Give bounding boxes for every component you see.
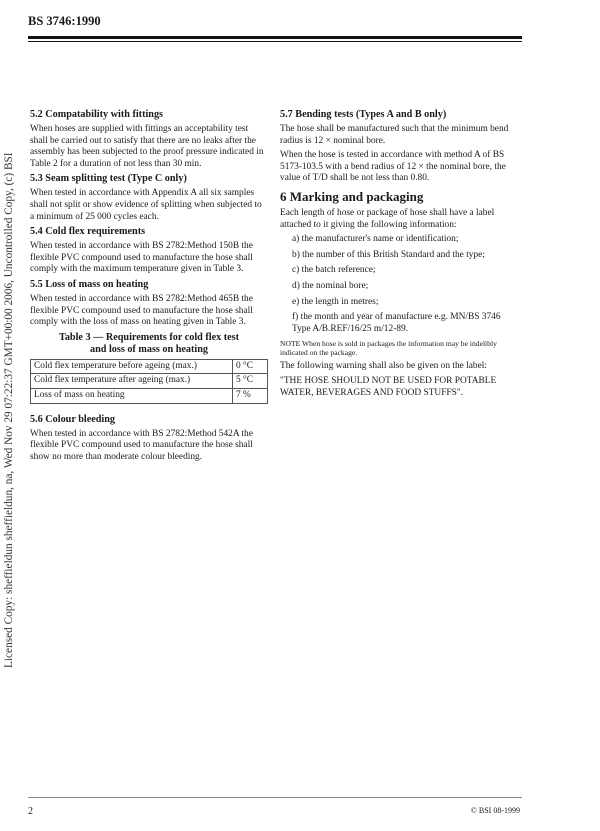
list-item: b) the number of this British Standard and the type; xyxy=(292,249,485,260)
warning-intro: The following warning shall also be given on the label: xyxy=(280,361,487,372)
table-row xyxy=(31,374,268,389)
section-5-7-heading: 5.7 Bending tests (Types A and B only) xyxy=(280,109,447,120)
section-5-3-heading: 5.3 Seam splitting test (Type C only) xyxy=(30,173,187,185)
table-cell-label: Cold flex temperature before ageing (max.) xyxy=(31,359,233,374)
table-cell-value: 5 °C xyxy=(233,374,268,389)
table-cell-value: 7 % xyxy=(233,388,268,403)
table-cell-label: Cold flex temperature after ageing (max.) xyxy=(31,374,233,389)
table-row xyxy=(31,388,268,403)
section-5-7-text-1: The hose shall be manufactured such that the minimum bend radius is 12 × nominal bore. xyxy=(280,124,509,146)
section-5-6-heading: 5.6 Colour bleeding xyxy=(30,413,116,425)
table-cell-label: Loss of mass on heating xyxy=(31,388,233,403)
table-cell-value: 0 °C xyxy=(233,359,268,374)
section-5-2-text: When hoses are supplied with fittings an acceptability test shall be carried out to satisfy that there are no leaks after the assembly has been subjected to the proof pressure indicated in Table 2 for a duration of not less than 30 min. xyxy=(30,124,264,169)
table-3-caption xyxy=(30,332,268,356)
footer-rule xyxy=(28,797,522,798)
list-item: e) the length in metres; xyxy=(292,296,379,307)
section-5-3-text: When tested in accordance with Appendix A all six samples shall not split or show evidence of splitting when subjected to a minimum of 25 000 cycles each. xyxy=(30,188,262,222)
list-item: d) the nominal bore; xyxy=(292,280,369,291)
document-header-title: BS 3746:1990 xyxy=(28,14,101,28)
header-rule-thick xyxy=(28,36,522,39)
warning-text: "THE HOSE SHOULD NOT BE USED FOR POTABLE WATER, BEVERAGES AND FOOD STUFFS". xyxy=(280,375,497,398)
list-item: a) the manufacturer's name or identification; xyxy=(292,234,459,245)
section-5-4-text: When tested in accordance with BS 2782:Method 150B the flexible PVC compound used to manufacture the hose shall comply with the maximum temperature given in Table 3. xyxy=(30,241,253,275)
left-column xyxy=(30,109,268,466)
section-6-intro: Each length of hose or package of hose shall have a label attached to it giving the following information: xyxy=(280,207,495,230)
packaging-note: NOTE When hose is sold in packages the information may be indelibly indicated on the package. xyxy=(280,339,497,358)
license-watermark-text: Licensed Copy: sheffieldun sheffieldun, na, Wed Nov 29 07:22:37 GMT+00:00 2006, Uncontrolled Copy, (c) BSI xyxy=(3,152,15,668)
list-item: c) the batch reference; xyxy=(292,265,376,276)
header-rule-thin xyxy=(28,41,522,42)
section-5-5-heading: 5.5 Loss of mass on heating xyxy=(30,278,149,290)
right-column xyxy=(280,109,518,402)
section-5-7-text-2: When the hose is tested in accordance with method A of BS 5173-103.5 with a bend radius of 12 × the nominal bore, the value of T/D shall be not less than 0.80. xyxy=(280,150,506,184)
page-number: 2 xyxy=(28,806,33,817)
section-5-2-heading: 5.2 Compatability with fittings xyxy=(30,109,164,120)
table-3 xyxy=(30,359,268,404)
section-5-6-text: When tested in accordance with BS 2782:Method 542A the flexible PVC compound used to manufacture the hose shall show no more than moderate colour bleeding. xyxy=(30,428,253,462)
label-information-list xyxy=(280,234,518,335)
list-item: f) the month and year of manufacture e.g. MN/BS 3746 Type A/B.REF/16/25 m/12-89. xyxy=(292,312,501,334)
copyright-notice: © BSI 08-1999 xyxy=(470,806,520,815)
section-6-heading: 6 Marking and packaging xyxy=(280,188,424,204)
section-5-4-heading: 5.4 Cold flex requirements xyxy=(30,226,146,238)
section-5-5-text: When tested in accordance with BS 2782:Method 465B the flexible PVC compound used to manufacture the hose shall comply with the loss of mass on heating given in Table 3. xyxy=(30,293,253,328)
table-3-caption-line1: Table 3 — Requirements for cold flex test xyxy=(58,331,240,343)
table-row xyxy=(31,359,268,374)
table-3-caption-line2: and loss of mass on heating xyxy=(89,343,209,355)
